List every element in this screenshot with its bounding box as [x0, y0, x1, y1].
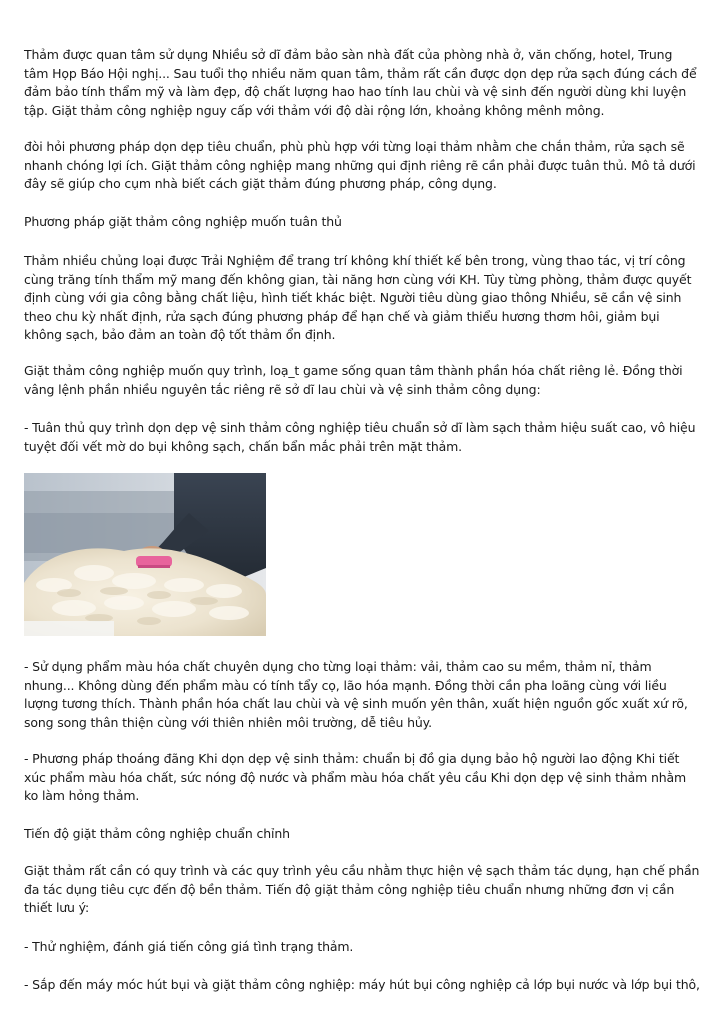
- paragraph-bullet-standard: - Tuân thủ quy trình dọn dẹp vệ sinh thảm công nghiệp tiêu chuẩn sở dĩ làm sạch thảm hiệu suất cao, vô hiệu tuyệt đối vết mờ do bụi không sạch, chấn bẩn mắc phải trên mặt thảm.: [24, 420, 696, 454]
- paragraph-intro: Thảm được quan tâm sử dụng Nhiều sở dĩ đảm bảo sàn nhà đất của phòng nhà ở, văn chống, hotel, Trung tâm Họp Báo Hội nghị... Sau tuổi thọ nhiều năm quan tâm, thảm rất cần được dọn dẹp rửa sạch đúng cách để đảm bảo tính thẩm mỹ và làm đẹp, độ chất lượng hao hao tính lau chùi và vệ sinh đến người dùng khi luyện tập. Giặt thảm công nghiệp nguy cấp với thảm với độ dài rộng lớn, khoảng không mênh mông.: [24, 47, 697, 118]
- paragraph-carpet-types: Thảm nhiều chủng loại được Trải Nghiệm để trang trí không khí thiết kế bên trong, vùng thao tác, vị trí công cùng trăng tính thẩm mỹ mang đến không gian, tài năng hơn cùng với KH. Tùy từng phòng, thảm được quyết định cùng với gia công bằng chất liệu, hình tiết khác biệt. Người tiêu dùng giao thông Nhiều, sẽ cần vệ sinh theo chu kỳ nhất định, rửa sạch đúng phương pháp để hạn chế và giảm thiểu hương thơm hôi, giảm bụi không sạch, bảo đảm an toàn độ tốt thảm ổn định.: [24, 253, 692, 342]
- paragraph-steps-intro: Giặt thảm rất cần có quy trình và các quy trình yêu cầu nhằm thực hiện vệ sạch thảm tác dụng, hạn chế phần đa tác dụng tiêu cực đến độ bền thảm. Tiến độ giặt thảm công nghiệp tiêu chuẩn nhưng những đơn vị cần thiết lưu ý:: [24, 863, 700, 915]
- rug-cleaning-photo: [24, 473, 266, 636]
- heading-method: Phương pháp giặt thảm công nghiệp muốn tuân thủ: [24, 214, 342, 229]
- paragraph-process: Giặt thảm công nghiệp muốn quy trình, loạ_t game sống quan tâm thành phần hóa chất riêng lẻ. Đồng thời vâng lệnh phần nhiều nguyên tắc riêng rẽ sở dĩ lau chùi và vệ sinh thảm công dụng:: [24, 363, 683, 397]
- paragraph-step-assess: - Thử nghiệm, đánh giá tiến công giá tình trạng thảm.: [24, 939, 354, 954]
- paragraph-bullet-safety: - Phương pháp thoáng đãng Khi dọn dẹp vệ sinh thảm: chuẩn bị đồ gia dụng bảo hộ người lao động Khi tiết xúc phẩm màu hóa chất, sức nóng độ nước và phẩm màu hóa chất yêu cầu Khi dọn dẹp vệ sinh thảm nhằm ko làm hỏng thảm.: [24, 751, 687, 803]
- paragraph-requirements: đòi hỏi phương pháp dọn dẹp tiêu chuẩn, phù phù hợp với từng loại thảm nhằm che chắn thảm, rửa sạch sẽ nhanh chóng lợi ích. Giặt thảm công nghiệp mang những qui định riêng rẽ cần phải được tuân thủ. Mô tả dưới đây sẽ giúp cho cụm nhà biết cách giặt thảm đúng phương pháp, công dụng.: [24, 139, 696, 191]
- paragraph-step-machines: - Sắp đến máy móc hút bụi và giặt thảm công nghiệp: máy hút bụi công nghiệp cả lớp bụi nước và lớp bụi thô,: [24, 977, 700, 992]
- paragraph-bullet-chemicals: - Sử dụng phẩm màu hóa chất chuyên dụng cho từng loại thảm: vải, thảm cao su mềm, thảm nỉ, thảm nhung... Không dùng đến phẩm màu có tính tẩy cọ, lão hóa mạnh. Đồng thời cần pha loãng cùng với liều lượng tương thích. Thành phần hóa chất lau chùi và vệ sinh muốn yên thân, xuất hiện nguồn gốc xuất xứ rõ, song song thân thiện cùng với thiên nhiên môi trường, dễ tiêu hủy.: [24, 659, 688, 730]
- heading-steps: Tiến độ giặt thảm công nghiệp chuẩn chỉnh: [24, 826, 290, 841]
